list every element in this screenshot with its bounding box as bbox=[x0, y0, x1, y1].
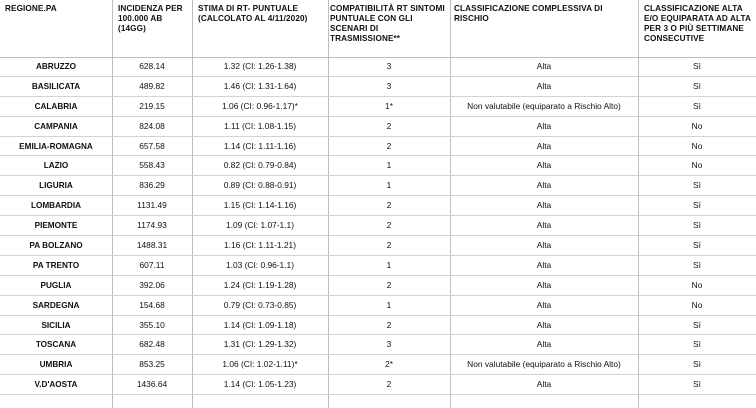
region-cell: CALABRIA bbox=[34, 101, 78, 111]
table-row bbox=[0, 196, 756, 216]
table-row bbox=[0, 117, 756, 137]
region-cell: LAZIO bbox=[43, 161, 69, 171]
rt-estimate-cell: 1.03 (CI: 0.96-1.1) bbox=[226, 259, 294, 270]
incidence-cell: 824.08 bbox=[139, 120, 165, 131]
high-three-weeks-cell: Sì bbox=[693, 80, 701, 91]
header-high-three-weeks: CLASSIFICAZIONE ALTA E/O EQUIPARATA AD ALTA PER 3 O PIÙ SETTIMANE CONSECUTIVE bbox=[644, 4, 751, 43]
rt-compatibility-cell: 2* bbox=[385, 359, 393, 370]
incidence-cell: 682.48 bbox=[139, 339, 165, 350]
table-row bbox=[0, 256, 756, 276]
header-rt-estimate: STIMA DI RT- PUNTUALE (CALCOLATO AL 4/11/2020) bbox=[198, 4, 308, 23]
incidence-cell: 607.11 bbox=[139, 259, 165, 270]
overall-risk-cell: Alta bbox=[536, 299, 552, 310]
incidence-cell: 1488.31 bbox=[136, 240, 168, 251]
rt-compatibility-cell: 1 bbox=[386, 299, 392, 310]
region-cell: PUGLIA bbox=[40, 280, 72, 290]
overall-risk-cell: Alta bbox=[536, 140, 552, 151]
header-region: REGIONE.PA bbox=[5, 4, 57, 13]
header-rt-compatibility: COMPATIBILITÀ RT SINTOMI PUNTUALE CON GLI SCENARI DI TRASMISSIONE** bbox=[330, 4, 445, 43]
high-three-weeks-cell: No bbox=[691, 299, 703, 310]
incidence-cell: 489.82 bbox=[139, 80, 165, 91]
high-three-weeks-cell: No bbox=[691, 160, 703, 171]
high-three-weeks-cell: Sì bbox=[693, 259, 701, 270]
incidence-cell: 836.29 bbox=[139, 180, 165, 191]
table-row bbox=[0, 216, 756, 236]
rt-estimate-cell: 1.14 (CI: 1.05-1.23) bbox=[223, 379, 297, 390]
region-cell: BASILICATA bbox=[31, 81, 81, 91]
overall-risk-cell: Alta bbox=[536, 379, 552, 390]
table-row bbox=[0, 156, 756, 176]
overall-risk-cell: Alta bbox=[536, 120, 552, 131]
overall-risk-cell: Non valutabile (equiparato a Rischio Alto) bbox=[467, 359, 621, 370]
table-row bbox=[0, 355, 756, 375]
rt-estimate-cell: 1.32 (CI: 1.26-1.38) bbox=[223, 61, 297, 71]
overall-risk-cell: Alta bbox=[536, 279, 552, 290]
rt-estimate-cell: 0.89 (CI: 0.88-0.91) bbox=[223, 180, 297, 191]
overall-risk-cell: Alta bbox=[536, 319, 552, 330]
rt-estimate-cell: 1.09 (CI: 1.07-1.1) bbox=[226, 220, 294, 231]
incidence-cell: 628.14 bbox=[139, 61, 165, 71]
rt-estimate-cell: 1.24 (CI: 1.19-1.28) bbox=[223, 279, 297, 290]
overall-risk-cell: Alta bbox=[536, 61, 552, 71]
rt-estimate-cell: 1.14 (CI: 1.11-1.16) bbox=[223, 140, 296, 151]
table-row bbox=[0, 335, 756, 355]
rt-estimate-cell: 1.16 (CI: 1.11-1.21) bbox=[223, 240, 296, 251]
header-overall-risk: CLASSIFICAZIONE COMPLESSIVA DI RISCHIO bbox=[454, 4, 603, 23]
overall-risk-cell: Alta bbox=[536, 259, 552, 270]
table-row bbox=[0, 316, 756, 336]
high-three-weeks-cell: Sì bbox=[693, 180, 701, 191]
rt-compatibility-cell: 3 bbox=[386, 339, 392, 350]
incidence-cell: 219.15 bbox=[139, 100, 165, 111]
rt-estimate-cell: 1.06 (CI: 1.02-1.11)* bbox=[222, 359, 298, 370]
incidence-cell: 154.68 bbox=[139, 299, 165, 310]
table-row bbox=[0, 276, 756, 296]
rt-estimate-cell: 0.79 (CI: 0.73-0.85) bbox=[223, 299, 297, 310]
rt-estimate-cell: 0.82 (CI: 0.79-0.84) bbox=[223, 160, 297, 171]
rt-estimate-cell: 1.14 (CI: 1.09-1.18) bbox=[223, 319, 297, 330]
region-cell: CAMPANIA bbox=[34, 121, 78, 131]
rt-estimate-cell: 1.31 (CI: 1.29-1.32) bbox=[223, 339, 297, 350]
region-cell: PIEMONTE bbox=[34, 221, 78, 231]
overall-risk-cell: Non valutabile (equiparato a Rischio Alto) bbox=[467, 100, 621, 111]
rt-compatibility-cell: 3 bbox=[386, 61, 392, 71]
incidence-cell: 355.10 bbox=[139, 319, 165, 330]
table-row bbox=[0, 137, 756, 157]
region-cell: ABRUZZO bbox=[35, 62, 77, 71]
region-cell: UMBRIA bbox=[39, 360, 73, 370]
overall-risk-cell: Alta bbox=[536, 80, 552, 91]
rt-estimate-cell: 1.11 (CI: 1.08-1.15) bbox=[223, 120, 296, 131]
rt-compatibility-cell: 1 bbox=[386, 160, 392, 171]
high-three-weeks-cell: Sì bbox=[693, 240, 701, 251]
region-cell: TOSCANA bbox=[35, 340, 77, 350]
rt-compatibility-cell: 2 bbox=[386, 240, 392, 251]
rt-compatibility-cell: 2 bbox=[386, 319, 392, 330]
overall-risk-cell: Alta bbox=[536, 339, 552, 350]
table-body bbox=[0, 57, 756, 395]
overall-risk-cell: Alta bbox=[536, 160, 552, 171]
high-three-weeks-cell: Sì bbox=[693, 359, 701, 370]
table-row bbox=[0, 236, 756, 256]
incidence-cell: 853.25 bbox=[139, 359, 165, 370]
rt-compatibility-cell: 2 bbox=[386, 140, 392, 151]
high-three-weeks-cell: Sì bbox=[693, 61, 701, 71]
high-three-weeks-cell: Sì bbox=[693, 379, 701, 390]
incidence-cell: 558.43 bbox=[139, 160, 165, 171]
high-three-weeks-cell: No bbox=[691, 140, 703, 151]
high-three-weeks-cell: Sì bbox=[693, 339, 701, 350]
rt-compatibility-cell: 2 bbox=[386, 379, 392, 390]
incidence-cell: 392.06 bbox=[139, 279, 165, 290]
high-three-weeks-cell: Sì bbox=[693, 220, 701, 231]
incidence-cell: 1174.93 bbox=[137, 220, 167, 231]
rt-compatibility-cell: 1 bbox=[386, 180, 392, 191]
table-row bbox=[0, 97, 756, 117]
region-cell: V.D'AOSTA bbox=[34, 380, 78, 390]
region-cell: SICILIA bbox=[41, 320, 71, 330]
high-three-weeks-cell: Sì bbox=[693, 100, 701, 111]
table-row bbox=[0, 296, 756, 316]
rt-compatibility-cell: 2 bbox=[386, 279, 392, 290]
high-three-weeks-cell: Sì bbox=[693, 200, 701, 211]
rt-compatibility-cell: 3 bbox=[386, 80, 392, 91]
header-incidence: INCIDENZA PER 100.000 AB (14GG) bbox=[118, 4, 183, 33]
region-cell: SARDEGNA bbox=[32, 300, 80, 310]
table-header-row bbox=[0, 0, 756, 58]
overall-risk-cell: Alta bbox=[536, 220, 552, 231]
region-cell: LIGURIA bbox=[39, 181, 73, 191]
table-row bbox=[0, 375, 756, 395]
rt-compatibility-cell: 1 bbox=[386, 259, 392, 270]
table-row bbox=[0, 176, 756, 196]
region-cell: EMILIA-ROMAGNA bbox=[19, 141, 93, 151]
region-cell: PA TRENTO bbox=[32, 260, 80, 270]
incidence-cell: 1436.64 bbox=[136, 379, 168, 390]
high-three-weeks-cell: No bbox=[691, 120, 703, 131]
rt-compatibility-cell: 2 bbox=[386, 120, 392, 131]
region-cell: LOMBARDIA bbox=[30, 201, 82, 211]
high-three-weeks-cell: Sì bbox=[693, 319, 701, 330]
rt-compatibility-cell: 2 bbox=[386, 220, 392, 231]
rt-compatibility-cell: 2 bbox=[386, 200, 392, 211]
incidence-cell: 1131.49 bbox=[137, 200, 167, 211]
table-row bbox=[0, 77, 756, 97]
rt-estimate-cell: 1.06 (CI: 0.96-1.17)* bbox=[222, 100, 298, 111]
region-cell: PA BOLZANO bbox=[29, 241, 83, 251]
rt-estimate-cell: 1.15 (CI: 1.14-1.16) bbox=[223, 200, 297, 211]
rt-compatibility-cell: 1* bbox=[385, 100, 393, 111]
overall-risk-cell: Alta bbox=[536, 180, 552, 191]
incidence-cell: 657.58 bbox=[139, 140, 165, 151]
overall-risk-cell: Alta bbox=[536, 240, 552, 251]
high-three-weeks-cell: No bbox=[691, 279, 703, 290]
table-row bbox=[0, 57, 756, 77]
overall-risk-cell: Alta bbox=[536, 200, 552, 211]
rt-estimate-cell: 1.46 (CI: 1.31-1.64) bbox=[223, 80, 297, 91]
